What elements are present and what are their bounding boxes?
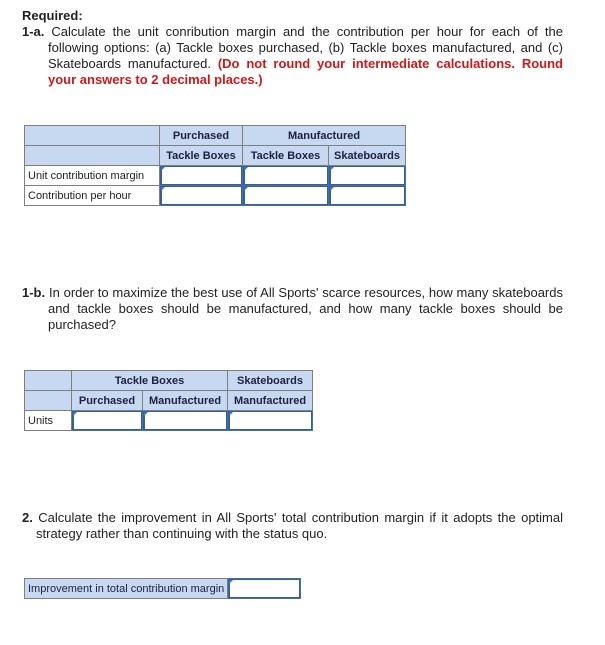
units-manufactured-input[interactable] [143, 411, 227, 430]
table-row [25, 411, 313, 431]
question-2-number: 2. [22, 510, 33, 525]
subheader-tackle-boxes-purchased: Tackle Boxes [160, 146, 243, 166]
input-marker-icon [229, 412, 233, 416]
header-purchased: Purchased [160, 126, 243, 146]
table-subheader-row [25, 146, 406, 166]
input-cell[interactable] [72, 411, 143, 431]
required-heading: Required: [22, 8, 83, 23]
input-marker-icon [73, 412, 77, 416]
input-marker-icon [330, 167, 334, 171]
subheader-tackle-boxes-manufactured: Tackle Boxes [243, 146, 329, 166]
question-1a [22, 24, 563, 88]
row-label: Units [25, 411, 72, 431]
cph-purchased-input[interactable] [160, 186, 242, 205]
input-cell[interactable] [228, 411, 313, 431]
subheader-skateboards-manufactured: Manufactured [228, 391, 313, 411]
units-purchased-input[interactable] [72, 411, 142, 430]
question-1b-text: In order to maximize the best use of All Sports' scarce resources, how many skateboards and tackle boxes should be manufactured, and how many tackle boxes should be purchased? [48, 285, 563, 332]
subheader-purchased: Purchased [72, 391, 143, 411]
question-1b-number: 1-b. [22, 285, 46, 300]
input-cell[interactable] [160, 186, 243, 206]
table-header-row [25, 126, 406, 146]
input-marker-icon [161, 167, 165, 171]
question-1a-note: (Do not round your intermediate calculations. Round your answers to 2 decimal places.) [48, 56, 563, 87]
input-cell[interactable] [329, 186, 406, 206]
table-improvement [24, 578, 301, 599]
header-tackle-boxes: Tackle Boxes [72, 371, 228, 391]
input-cell[interactable] [329, 166, 406, 186]
units-skateboards-input[interactable] [228, 411, 312, 430]
input-cell[interactable] [143, 411, 228, 431]
row-label: Unit contribution margin [25, 166, 160, 186]
input-marker-icon [244, 167, 248, 171]
table-units [24, 370, 313, 431]
ucm-purchased-input[interactable] [160, 166, 242, 185]
question-1b [22, 285, 563, 333]
table-header-row [25, 371, 313, 391]
input-cell[interactable] [228, 579, 301, 599]
table-row [25, 186, 406, 206]
input-marker-icon [161, 187, 165, 191]
ucm-skateboards-input[interactable] [329, 166, 405, 185]
question-1a-text: Calculate the unit conribution margin and the contribution per hour for each of the following options: (a) Tackle boxes purchased, (b) Tackle boxes manufactured, and (c) Skateboards manufactured. [48, 24, 563, 71]
header-manufactured: Manufactured [243, 126, 406, 146]
input-cell[interactable] [243, 186, 329, 206]
improvement-input[interactable] [228, 579, 300, 598]
ucm-manufactured-input[interactable] [243, 166, 328, 185]
table-subheader-row [25, 391, 313, 411]
header-skateboards: Skateboards [228, 371, 313, 391]
subheader-blank [25, 391, 72, 411]
input-marker-icon [144, 412, 148, 416]
question-2 [22, 510, 563, 542]
table-unit-margin [24, 125, 406, 206]
cph-manufactured-input[interactable] [243, 186, 328, 205]
row-label: Contribution per hour [25, 186, 160, 206]
input-marker-icon [244, 187, 248, 191]
subheader-blank [25, 146, 160, 166]
header-blank [25, 126, 160, 146]
cph-skateboards-input[interactable] [329, 186, 405, 205]
question-1a-number: 1-a. [22, 24, 45, 39]
question-2-text: Calculate the improvement in All Sports' total contribution margin if it adopts the optimal strategy rather than continuing with the status quo. [36, 510, 563, 541]
improvement-label: Improvement in total contribution margin [25, 579, 228, 599]
subheader-skateboards: Skateboards [329, 146, 406, 166]
table-row [25, 166, 406, 186]
header-blank [25, 371, 72, 391]
input-cell[interactable] [160, 166, 243, 186]
input-marker-icon [330, 187, 334, 191]
input-cell[interactable] [243, 166, 329, 186]
subheader-manufactured: Manufactured [143, 391, 228, 411]
table-row [25, 579, 301, 599]
input-marker-icon [229, 580, 233, 584]
